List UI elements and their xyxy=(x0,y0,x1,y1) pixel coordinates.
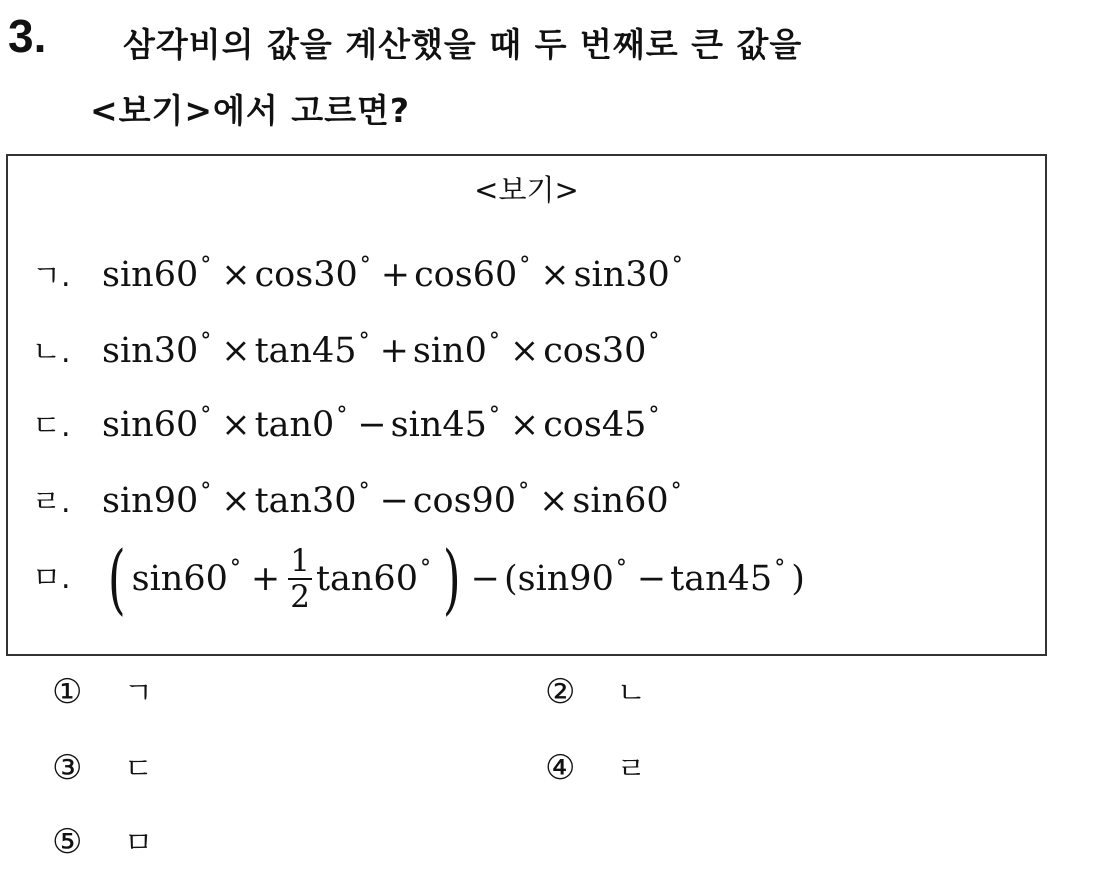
term: cos90 xyxy=(412,481,517,521)
term: tan0 xyxy=(254,405,335,445)
choice-3[interactable] xyxy=(52,748,153,790)
choice-1[interactable] xyxy=(52,672,153,714)
operator: × xyxy=(221,255,251,295)
degree-sign: ° xyxy=(488,403,500,428)
term: tan30 xyxy=(254,481,357,521)
degree-sign: ° xyxy=(615,555,627,581)
degree-sign: ° xyxy=(518,479,530,504)
question-line-1: 삼각비의 값을 계산했을 때 두 번째로 큰 값을 xyxy=(123,25,803,64)
item-mark: ㄷ. xyxy=(32,409,71,444)
example-item-d xyxy=(32,470,688,525)
item-mark: ㄹ. xyxy=(32,485,71,520)
close-paren: ) xyxy=(791,559,805,599)
term: sin90 xyxy=(102,481,199,521)
operator: − xyxy=(357,405,387,445)
operator: − xyxy=(636,559,667,599)
example-box xyxy=(6,154,1047,656)
degree-sign: ° xyxy=(200,329,212,354)
term: sin45 xyxy=(390,405,487,445)
choice-2[interactable] xyxy=(545,672,646,714)
term: sin60 xyxy=(572,481,669,521)
choice-label: ㅁ xyxy=(124,826,153,861)
operator: × xyxy=(221,405,251,445)
operator: − xyxy=(379,481,409,521)
fraction-denominator: 2 xyxy=(290,579,310,615)
operator: × xyxy=(221,331,251,371)
degree-sign: ° xyxy=(488,329,500,354)
open-paren: ( xyxy=(503,559,518,599)
item-mark: ㄱ. xyxy=(32,259,71,294)
term: sin0 xyxy=(412,331,487,371)
degree-sign: ° xyxy=(519,253,531,278)
choice-number: ① xyxy=(52,672,83,712)
choice-4[interactable] xyxy=(545,748,646,790)
choice-label: ㄱ xyxy=(124,676,153,711)
term: sin30 xyxy=(573,255,670,295)
item-expression xyxy=(102,470,688,523)
choice-label: ㄹ xyxy=(617,752,646,787)
operator: − xyxy=(470,559,500,599)
item-expression xyxy=(102,394,665,447)
degree-sign: ° xyxy=(648,403,660,428)
term: cos45 xyxy=(543,405,647,445)
item-expression xyxy=(102,320,665,373)
example-item-c xyxy=(32,394,665,449)
example-item-b xyxy=(32,320,665,375)
term: tan60 xyxy=(315,559,418,599)
question-text xyxy=(90,12,1080,144)
term: tan45 xyxy=(254,331,357,371)
term: sin60 xyxy=(102,255,199,295)
degree-sign: ° xyxy=(200,253,212,278)
choice-5[interactable] xyxy=(52,822,153,864)
choice-number: ② xyxy=(545,672,576,712)
item-mark: ㄴ. xyxy=(32,335,71,370)
operator: × xyxy=(539,481,569,521)
degree-sign: ° xyxy=(671,253,683,278)
question-line-2: <보기>에서 고르면? xyxy=(90,91,411,130)
degree-sign: ° xyxy=(200,479,212,504)
term: sin30 xyxy=(102,331,199,371)
degree-sign: ° xyxy=(670,479,682,504)
item-expression xyxy=(102,244,689,297)
term: cos30 xyxy=(254,255,358,295)
example-box-title: <보기> xyxy=(474,173,579,207)
fraction-numerator: 1 xyxy=(290,543,310,579)
term: sin90 xyxy=(517,559,614,599)
big-open-paren: ( xyxy=(107,534,126,623)
degree-sign: ° xyxy=(336,403,348,428)
choice-number: ③ xyxy=(52,748,83,788)
degree-sign: ° xyxy=(229,555,241,581)
choice-number: ④ xyxy=(545,748,576,788)
question-number: 3. xyxy=(8,10,47,62)
term: cos30 xyxy=(543,331,647,371)
operator: × xyxy=(509,331,540,371)
operator: × xyxy=(509,405,540,445)
fraction-one-half xyxy=(288,544,312,614)
choice-label: ㄴ xyxy=(617,676,646,711)
degree-sign: ° xyxy=(359,253,371,278)
item-expression xyxy=(102,534,805,623)
operator: × xyxy=(540,255,570,295)
degree-sign: ° xyxy=(419,555,431,581)
term: sin60 xyxy=(102,405,199,445)
term: sin60 xyxy=(131,559,228,599)
degree-sign: ° xyxy=(648,329,660,354)
term: cos60 xyxy=(414,255,518,295)
choice-label: ㄷ xyxy=(124,752,153,787)
degree-sign: ° xyxy=(358,479,370,504)
operator: + xyxy=(250,559,281,599)
term: tan45 xyxy=(670,559,773,599)
operator: × xyxy=(221,481,251,521)
degree-sign: ° xyxy=(774,555,786,581)
example-item-a xyxy=(32,244,689,299)
degree-sign: ° xyxy=(200,403,212,428)
degree-sign: ° xyxy=(358,329,370,354)
big-close-paren: ) xyxy=(442,534,461,623)
operator: + xyxy=(379,331,409,371)
item-mark: ㅁ. xyxy=(32,561,71,596)
choice-number: ⑤ xyxy=(52,822,83,862)
operator: + xyxy=(380,255,411,295)
example-item-e xyxy=(32,534,805,623)
